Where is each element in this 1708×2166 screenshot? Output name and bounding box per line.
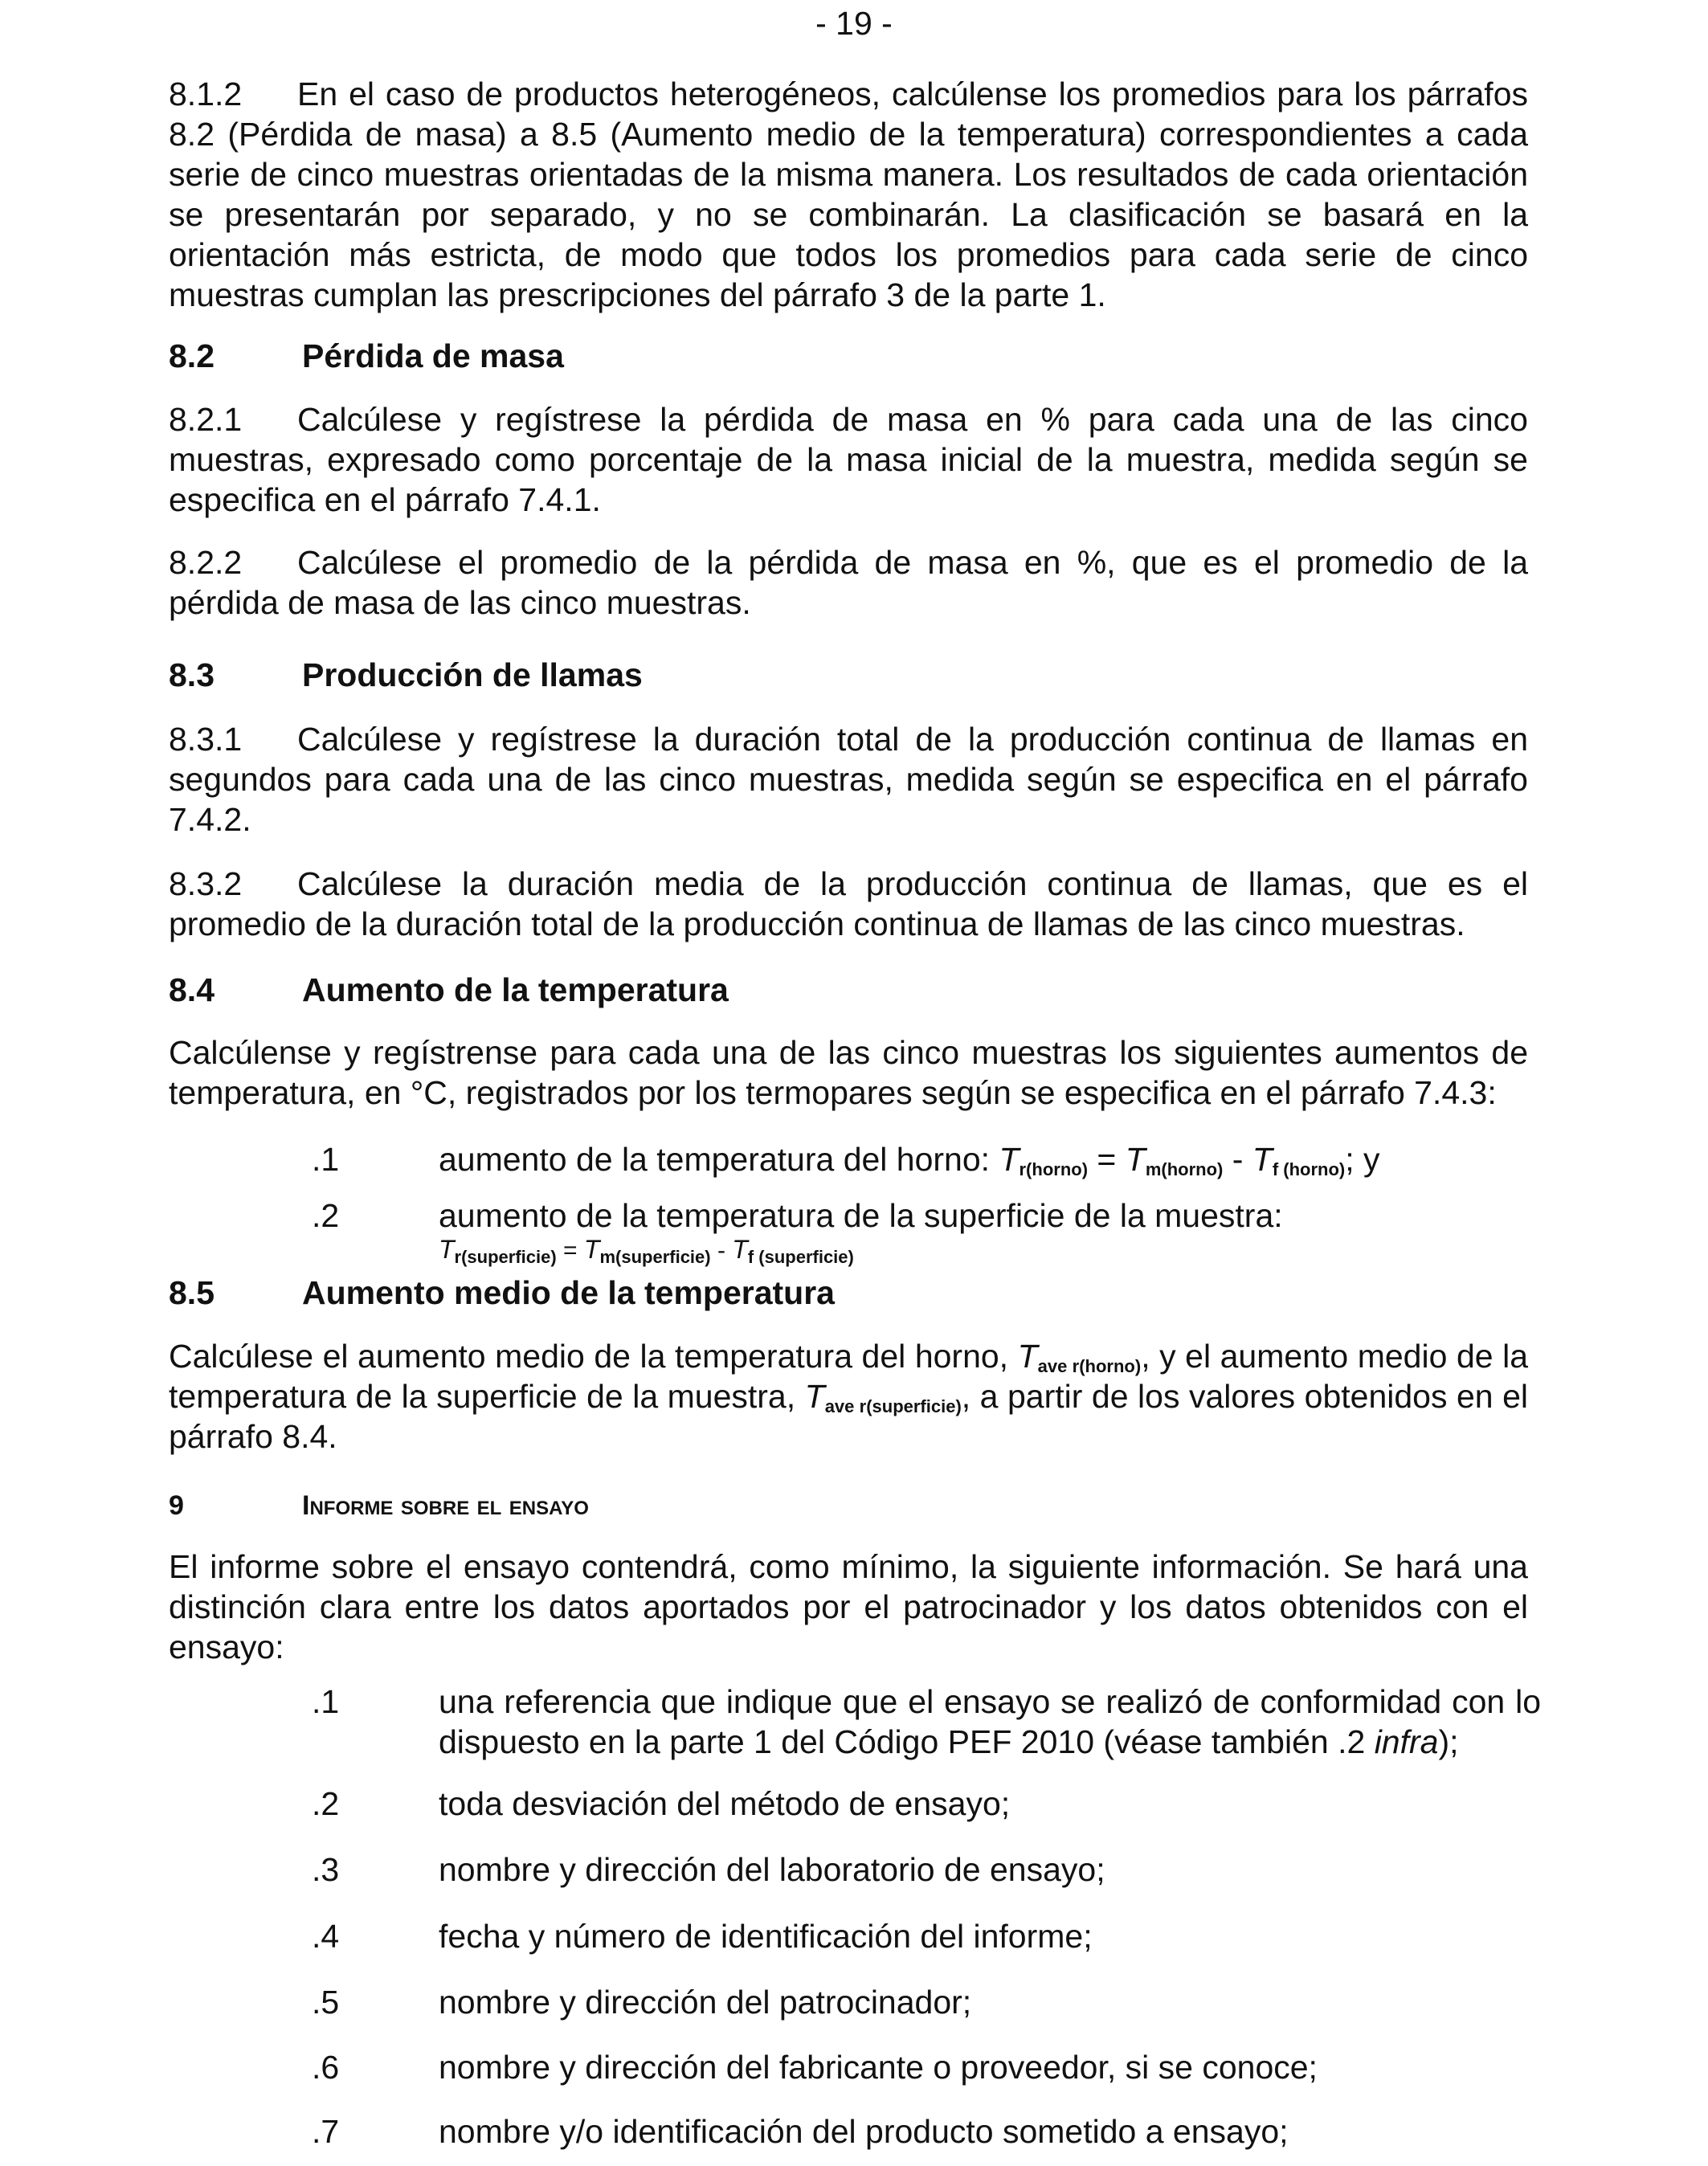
list-text: nombre y dirección del fabricante o proveedor, si se conoce;	[439, 2049, 1318, 2086]
heading-number: 9	[169, 1490, 184, 1521]
formula-subscript: f (horno)	[1272, 1159, 1346, 1179]
heading-title: Producción de llamas	[302, 656, 643, 693]
heading-number: 8.4	[169, 971, 215, 1008]
list-marker: .7	[312, 2113, 340, 2150]
list-marker: .1	[312, 1141, 340, 1178]
list-marker: .6	[312, 2049, 340, 2086]
paragraph-text: Calcúlese la duración media de la producción continua de llamas, que es el promedio de la duración total de la producción continua de llamas de las cinco muestras.	[169, 865, 1528, 942]
list-text	[439, 1139, 1541, 1179]
formula-end: ; y	[1345, 1141, 1380, 1178]
formula-symbol: T	[1017, 1338, 1038, 1375]
paragraph-text: El informe sobre el ensayo contendrá, como mínimo, la siguiente información. Se hará una distinción clara entre los datos aportados por el patrocinador y los datos obtenidos con el ensayo:	[169, 1548, 1528, 1665]
paragraph-text: , a partir de los valores obtenidos en el párrafo 8.4.	[169, 1378, 1528, 1455]
formula-subscript: r(horno)	[1019, 1159, 1089, 1179]
formula-subscript: m(horno)	[1145, 1159, 1224, 1179]
list-text: fecha y número de identificación del informe;	[439, 1918, 1093, 1955]
list-item-text: );	[1438, 1723, 1459, 1760]
list-marker: .4	[312, 1918, 340, 1955]
paragraph-8-3-2	[169, 864, 1528, 944]
paragraph-number: 8.3.1	[169, 721, 243, 758]
formula-subscript: ave r(horno)	[1037, 1356, 1142, 1376]
heading-number: 8.3	[169, 656, 215, 693]
formula-symbol: T	[999, 1141, 1019, 1178]
formula-subscript: m(superficie)	[599, 1247, 711, 1267]
paragraph-8-4	[169, 1032, 1528, 1113]
heading-title: Aumento medio de la temperatura	[302, 1274, 835, 1311]
formula-symbol: T	[1125, 1141, 1146, 1178]
list-marker: .3	[312, 1851, 340, 1888]
paragraph-8-3-1	[169, 719, 1528, 840]
list-item-text: aumento de la temperatura del horno:	[439, 1141, 999, 1178]
formula-operator: -	[1223, 1141, 1252, 1178]
paragraph-text: , y el aumento medio de la temperatura de la superficie de la muestra,	[169, 1338, 1529, 1415]
list-text: nombre y/o identificación del producto sometido a ensayo;	[439, 2113, 1289, 2150]
list-marker: .2	[312, 1197, 340, 1234]
paragraph-8-2-2	[169, 542, 1528, 623]
formula-symbol: T	[583, 1235, 600, 1264]
formula-operator: -	[710, 1237, 733, 1264]
formula-subscript: r(superficie)	[454, 1247, 557, 1267]
paragraph-text: En el caso de productos heterogéneos, calcúlense los promedios para los párrafos 8.2 (Pérdida de masa) a 8.5 (Aumento medio de la temperatura) correspondientes a cada serie de cinco muestras orientadas de la misma manera. Los resultados de cada orientación se presentarán por separado, y no se combinarán. La clasificación se basará en la orientación más estricta, de modo que todos los promedios para cada serie de cinco muestras cumplan las prescripciones del párrafo 3 de la parte 1.	[169, 76, 1528, 313]
heading-title: Informe sobre el ensayo	[302, 1490, 589, 1521]
paragraph-text: Calcúlese el aumento medio de la temperatura del horno,	[169, 1338, 1018, 1375]
heading-title: Aumento de la temperatura	[302, 971, 729, 1008]
page-number: - 19 -	[815, 5, 893, 42]
heading-8-5	[169, 1273, 835, 1313]
list-text: nombre y dirección del patrocinador;	[439, 1984, 972, 2021]
heading-8-2	[169, 336, 564, 376]
paragraph-8-5	[169, 1336, 1528, 1457]
formula-symbol: T	[1252, 1141, 1273, 1178]
list-text	[439, 1195, 1541, 1236]
heading-number: 8.2	[169, 337, 215, 374]
list-text	[439, 1682, 1541, 1762]
formula-subscript: f (superficie)	[747, 1247, 854, 1267]
paragraph-8-2-1	[169, 399, 1528, 520]
list-text: toda desviación del método de ensayo;	[439, 1785, 1011, 1822]
formula-symbol: T	[732, 1235, 748, 1264]
paragraph-number: 8.1.2	[169, 76, 243, 112]
heading-title: Pérdida de masa	[302, 337, 564, 374]
heading-8-4	[169, 970, 729, 1010]
heading-8-3	[169, 655, 643, 695]
formula-symbol: T	[804, 1378, 825, 1415]
paragraph-number: 8.2.1	[169, 401, 243, 438]
list-marker: .1	[312, 1683, 340, 1720]
list-text: nombre y dirección del laboratorio de ensayo;	[439, 1851, 1105, 1888]
formula-subscript: ave r(superficie)	[824, 1396, 962, 1416]
formula	[439, 1235, 1541, 1267]
paragraph-text: Calcúlese y regístrese la duración total de la producción continua de llamas en segundos para cada una de las cinco muestras, medida según se especifica en el párrafo 7.4.2.	[169, 721, 1528, 838]
list-marker: .5	[312, 1984, 340, 2021]
formula-operator: =	[1088, 1141, 1126, 1178]
heading-number: 8.5	[169, 1274, 215, 1311]
paragraph-text: Calcúlense y regístrense para cada una de las cinco muestras los siguientes aumentos de temperatura, en °C, registrados por los termopares según se especifica en el párrafo 7.4.3:	[169, 1034, 1528, 1111]
paragraph-text: Calcúlese el promedio de la pérdida de masa en %, que es el promedio de la pérdida de masa de las cinco muestras.	[169, 544, 1528, 621]
formula-symbol: T	[439, 1235, 455, 1264]
paragraph-9	[169, 1547, 1528, 1667]
paragraph-number: 8.3.2	[169, 865, 243, 902]
paragraph-number: 8.2.2	[169, 544, 243, 581]
list-marker: .2	[312, 1785, 340, 1822]
list-item-text: una referencia que indique que el ensayo se realizó de conformidad con lo dispuesto en la parte 1 del Código PEF 2010 (véase también .2	[439, 1683, 1541, 1760]
list-item-italic: infra	[1374, 1723, 1439, 1760]
paragraph-text: Calcúlese y regístrese la pérdida de masa en % para cada una de las cinco muestras, expresado como porcentaje de la masa inicial de la muestra, medida según se especifica en el párrafo 7.4.1.	[169, 401, 1528, 518]
heading-9	[169, 1483, 589, 1526]
formula-operator: =	[556, 1237, 584, 1264]
list-item-text: aumento de la temperatura de la superficie de la muestra:	[439, 1197, 1283, 1234]
paragraph-8-1-2	[169, 74, 1528, 315]
